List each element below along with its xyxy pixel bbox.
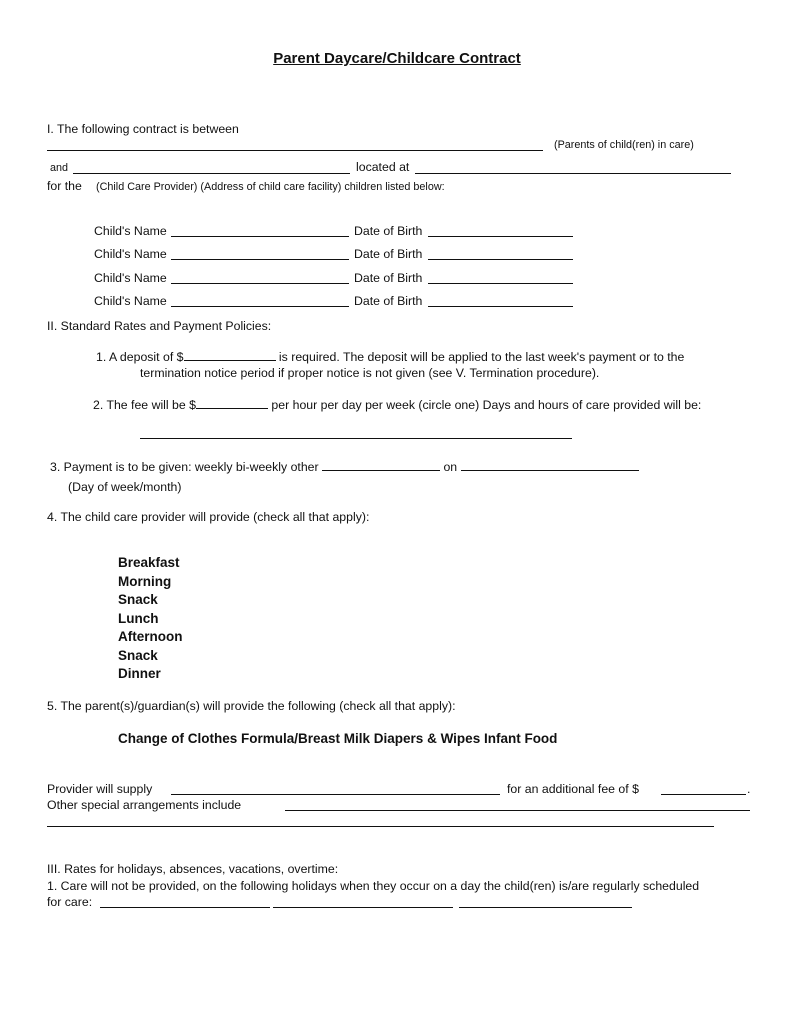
days-hours-field[interactable] (140, 438, 572, 439)
parents-label: (Parents of child(ren) in care) (554, 139, 694, 151)
meal-item: Breakfast (118, 555, 180, 570)
dob-label: Date of Birth (354, 271, 423, 285)
payment-day-field[interactable] (461, 459, 639, 471)
payment-item (50, 459, 639, 475)
parent-provides-item: 5. The parent(s)/guardian(s) will provide the following (check all that apply): (47, 699, 456, 713)
facility-address-field[interactable] (415, 173, 731, 174)
holiday-field-2[interactable] (273, 907, 453, 908)
meal-item: Snack (118, 647, 158, 663)
child-name-field[interactable] (171, 306, 349, 307)
for-the-label: for the (47, 179, 82, 193)
other-arrangements-field[interactable] (285, 810, 750, 811)
child-name-label: Child's Name (94, 224, 167, 238)
payment-other-field[interactable] (322, 459, 440, 471)
dob-field[interactable] (428, 236, 573, 237)
fee-item (93, 397, 701, 413)
other-arrangements-field-2[interactable] (47, 826, 714, 827)
payment-text-b: on (440, 460, 461, 474)
deposit-text-a: 1. A deposit of $ (96, 350, 184, 364)
provider-supply-label: Provider will supply (47, 782, 153, 796)
dob-field[interactable] (428, 259, 573, 260)
deposit-item-cont: termination notice period if proper notice is not given (see V. Termination procedure). (140, 366, 600, 380)
and-label: and (50, 162, 69, 174)
provider-supply-field[interactable] (171, 794, 500, 795)
page-title: Parent Daycare/Childcare Contract (273, 50, 521, 67)
meal-item: Dinner (118, 666, 161, 681)
additional-fee-field[interactable] (661, 794, 746, 795)
child-name-label: Child's Name (94, 247, 167, 261)
fee-text-b: per hour per day per week (circle one) Days and hours of care provided will be: (268, 398, 702, 412)
field-sublabels: (Child Care Provider) (Address of child care facility) children listed below: (96, 181, 445, 193)
additional-fee-label: for an additional fee of $ (507, 782, 639, 796)
deposit-item (96, 349, 684, 365)
dob-field[interactable] (428, 283, 573, 284)
child-name-field[interactable] (171, 259, 349, 260)
provider-provides-item: 4. The child care provider will provide (check all that apply): (47, 510, 370, 524)
holiday-field-3[interactable] (459, 907, 632, 908)
section-3-heading: III. Rates for holidays, absences, vacations, overtime: (47, 862, 339, 876)
child-name-label: Child's Name (94, 271, 167, 285)
located-at-label: located at (356, 160, 410, 174)
meal-item: Morning (118, 573, 172, 589)
child-name-field[interactable] (171, 283, 349, 284)
other-arrangements-label: Other special arrangements include (47, 798, 242, 812)
contract-intro: I. The following contract is between (47, 122, 239, 136)
period: . (747, 782, 751, 796)
dob-label: Date of Birth (354, 224, 423, 238)
provider-name-field[interactable] (73, 173, 350, 174)
meal-item: Afternoon (118, 629, 183, 644)
dob-field[interactable] (428, 306, 573, 307)
section-2-heading: II. Standard Rates and Payment Policies: (47, 319, 272, 333)
parent-items: Change of Clothes Formula/Breast Milk Diapers & Wipes Infant Food (118, 731, 558, 746)
payment-text-a: 3. Payment is to be given: weekly bi-weekly other (50, 460, 323, 474)
deposit-text-b: is required. The deposit will be applied to the last week's payment or to the (275, 350, 685, 364)
dob-label: Date of Birth (354, 294, 423, 308)
payment-sublabel: (Day of week/month) (68, 480, 182, 494)
child-name-field[interactable] (171, 236, 349, 237)
deposit-amount-field[interactable] (184, 349, 276, 361)
dob-label: Date of Birth (354, 247, 423, 261)
for-care-label: for care: (47, 895, 93, 909)
parents-name-field[interactable] (47, 150, 543, 151)
fee-text-a: 2. The fee will be $ (93, 398, 196, 412)
holiday-field-1[interactable] (100, 907, 270, 908)
holidays-item: 1. Care will not be provided, on the following holidays when they occur on a day the child(ren) is/are regularly scheduled (47, 879, 700, 893)
meal-item: Lunch (118, 610, 159, 626)
meal-item: Snack (118, 592, 158, 607)
fee-amount-field[interactable] (196, 397, 268, 409)
child-name-label: Child's Name (94, 294, 167, 308)
